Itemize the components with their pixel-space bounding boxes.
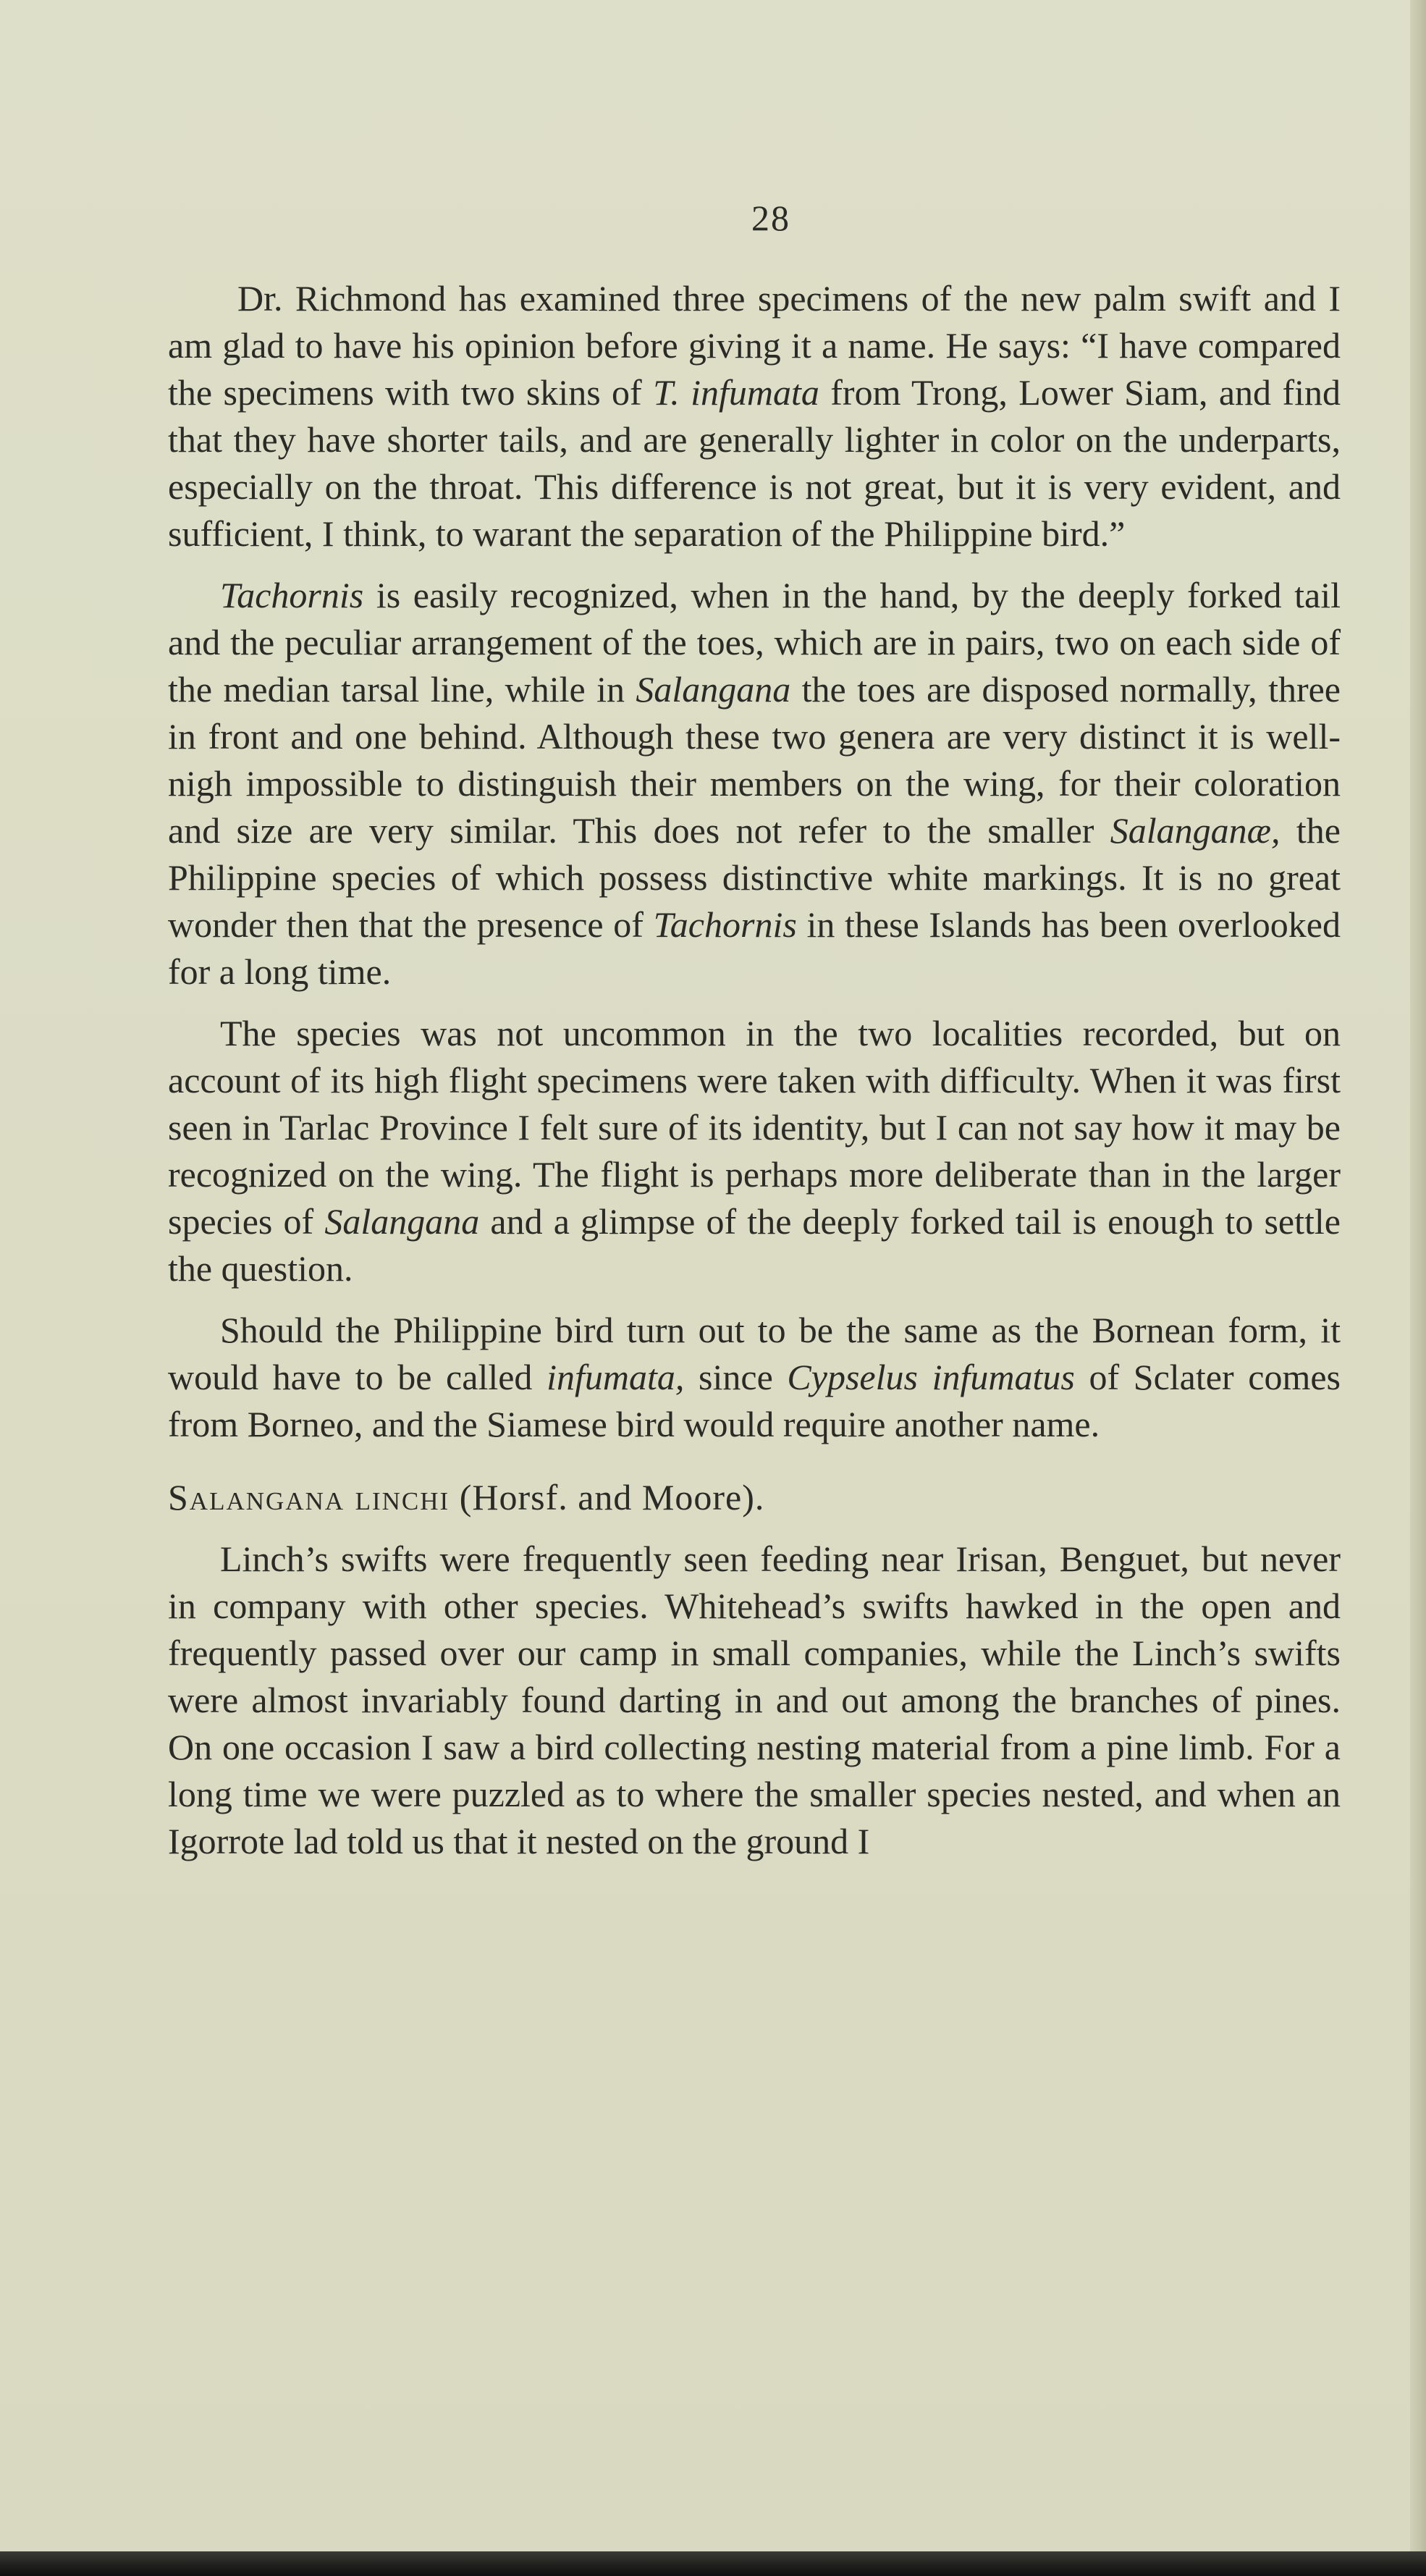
italic-run: Cypselus infumatus: [787, 1357, 1075, 1397]
italic-run: infumata,: [547, 1357, 685, 1397]
page-text: [168, 275, 1341, 1880]
text-run: of Sclater comes from Borneo, and the Siamese bird would require another name.: [168, 1357, 1341, 1444]
text-run: the Philippine species of which possess distinctive white markings. It is no great wonder then that the presence of: [168, 810, 1341, 945]
paragraph-richmond-opinion: [168, 275, 1341, 557]
species-name: Salangana linchi: [168, 1477, 450, 1518]
text-run: the toes are disposed normally, three in front and one behind. Although these two genera are very distinct it is well-nigh impossible to distinguish their members on the wing, for their coloration and size are very similar. This does not refer to the smaller: [168, 669, 1341, 851]
text-run: Linch’s swifts were frequently seen feeding near Irisan, Benguet, but never in company with other species. Whitehead’s swifts hawked in the open and frequently passed over our camp in small companies, while the Linch’s swifts were almost invariably found darting in and out among the branches of pines. On one occasion I saw a bird collecting nesting material from a pine limb. For a long time we were puzzled as to where the smaller species nested, and when an Igorrote lad told us that it nested on the ground I: [168, 1539, 1341, 1861]
italic-run: Salangana: [636, 669, 791, 710]
species-authority: (Horsf. and Moore).: [450, 1477, 765, 1518]
text-run: The species was not uncommon in the two localities recorded, but on account of its high flight specimens were taken with difficulty. When it was first seen in Tarlac Province I felt sure of its identity, but I can not say how it may be recognized on the wing. The flight is perhaps more deliberate than in the larger species of: [168, 1013, 1341, 1242]
italic-run: Tachornis: [220, 575, 364, 615]
page-right-edge: [1410, 0, 1426, 2556]
text-run: Should the Philippine bird turn out to be the same as the Bornean form, it would have to be called: [168, 1310, 1341, 1397]
text-run: is easily recognized, when in the hand, by the deeply forked tail and the peculiar arrangement of the toes, which are in pairs, two on each side of the median tarsal line, while in: [168, 575, 1341, 710]
paragraph-species-flight: [168, 1010, 1341, 1292]
scan-bottom-border: [0, 2551, 1426, 2576]
paragraph-tachornis-recognition: [168, 572, 1341, 996]
text-run: Dr. Richmond has examined three specimens of the new palm swift and I am glad to have his opinion before giving it a name. He says: “I have compared the specimens with two skins of: [168, 278, 1341, 413]
paragraph-linch-swifts: [168, 1536, 1341, 1865]
italic-run: Tachornis: [653, 904, 797, 945]
page-number: 28: [751, 198, 790, 238]
species-heading: [168, 1474, 1341, 1521]
text-run: since: [684, 1357, 788, 1397]
italic-run: T. infumata: [653, 372, 819, 413]
italic-run: Salanganæ,: [1110, 810, 1281, 851]
text-run: from Trong, Lower Siam, and find that they have shorter tails, and are generally lighter in color on the underparts, especially on the throat. This difference is not great, but it is very evident, and sufficient, I think, to warant the separation of the Philippine bird.”: [168, 372, 1341, 554]
italic-run: Salangana: [324, 1201, 480, 1242]
text-run: in these Islands has been overlooked for a long time.: [168, 904, 1341, 992]
paragraph-bornean-form: [168, 1307, 1341, 1448]
text-run: and a glimpse of the deeply forked tail is enough to settle the question.: [168, 1201, 1341, 1289]
